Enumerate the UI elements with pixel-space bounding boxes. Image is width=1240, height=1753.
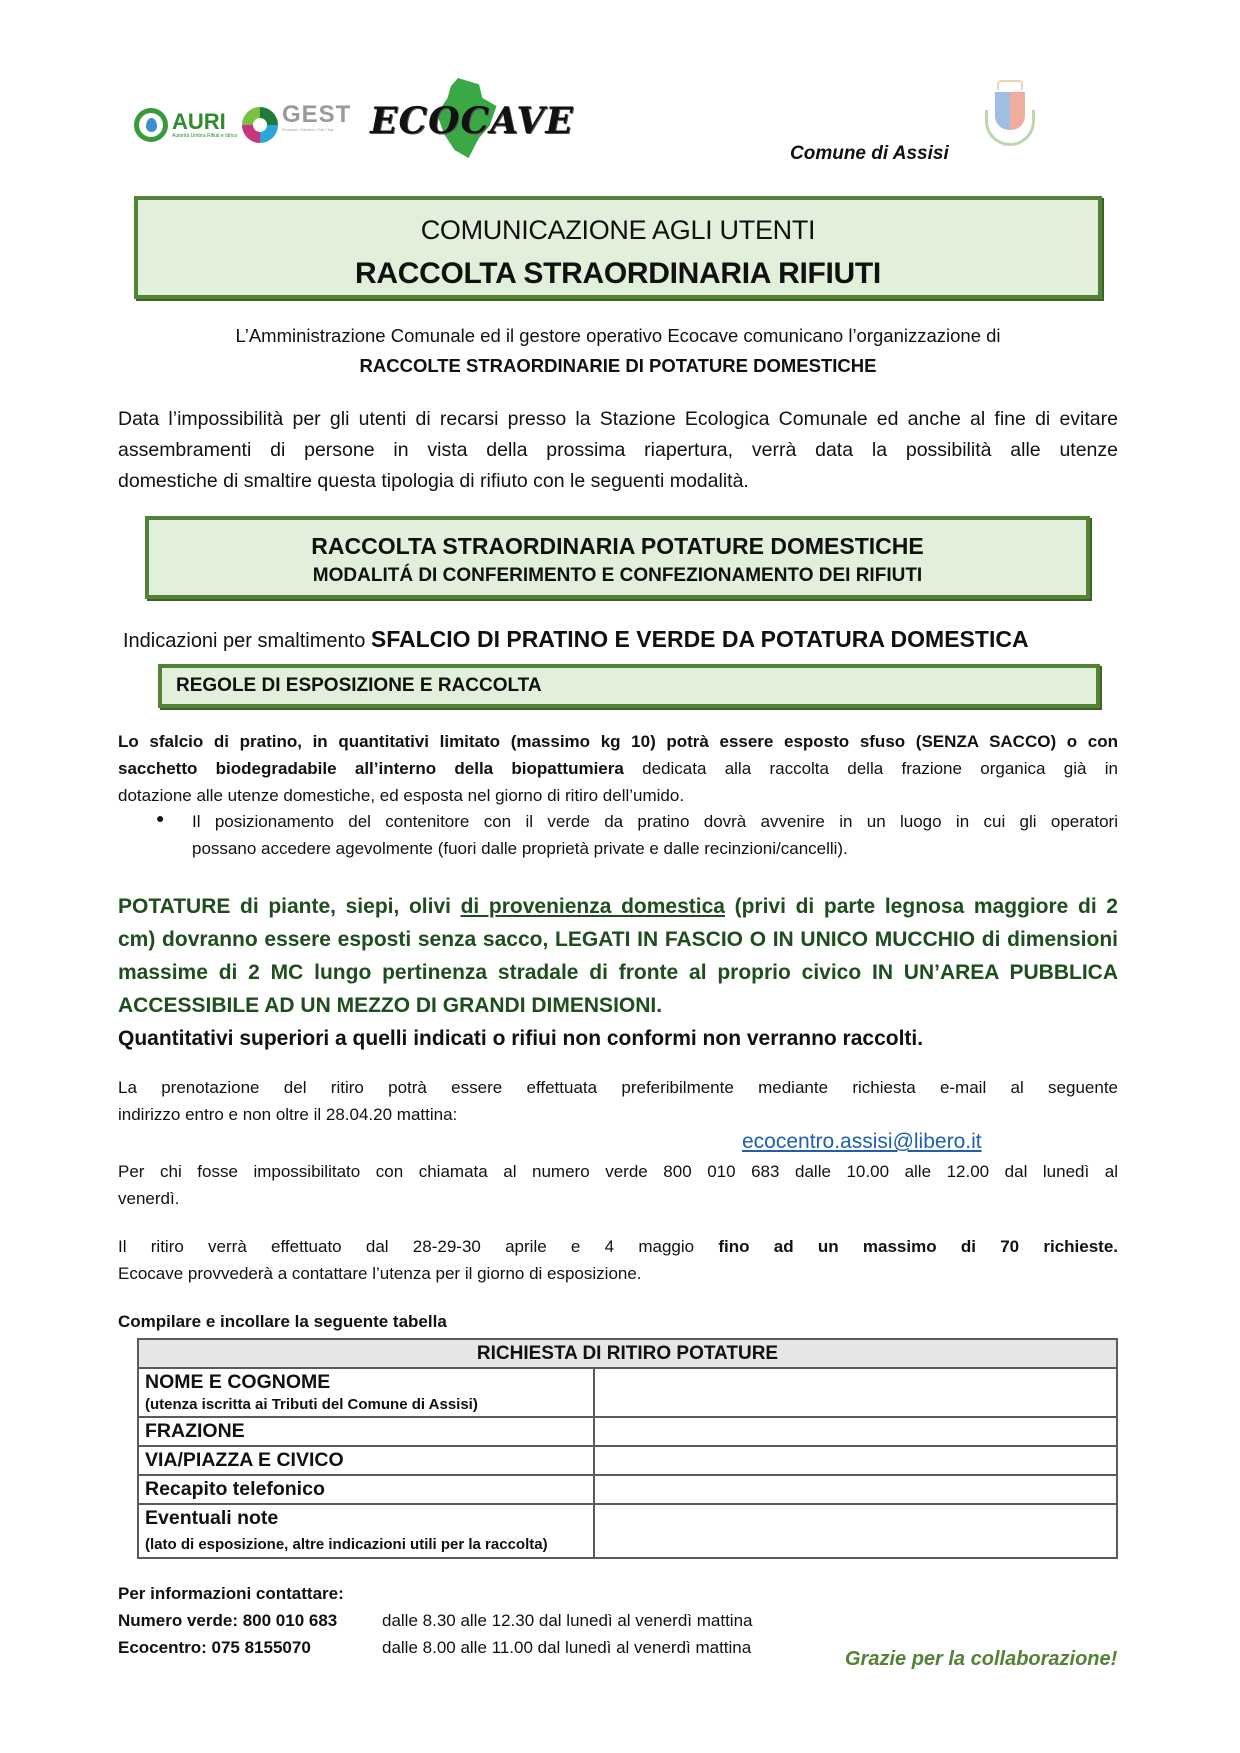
phone-field[interactable] [594,1475,1117,1504]
potature-line: cm) dovranno essere esposti senza sacco, LEGATI IN FASCIO O IN UNICO MUCCHIO di dimensioni [118,928,1118,951]
sfalcio-line: sacchetto biodegradabile all’interno della biopattumiera dedicata alla raccolta della frazione organica già in [118,759,1118,778]
table-row [138,1475,1117,1504]
table-row [138,1417,1117,1446]
section-box [145,516,1090,599]
bullet-text: Il posizionamento del contenitore con il verde da pratino dovrà avvenire in un luogo in cui gli operatori [192,812,1118,831]
section-title: RACCOLTA STRAORDINARIA POTATURE DOMESTICHE [311,533,924,559]
rules-label: REGOLE DI ESPOSIZIONE E RACCOLTA [176,675,542,696]
closing-thanks: Grazie per la collaborazione! [845,1648,1118,1670]
table-row [138,1504,1117,1558]
form-label: Recapito telefonico [138,1475,594,1504]
contacts-heading: Per informazioni contattare: [118,1584,344,1603]
notes-field[interactable] [594,1504,1117,1558]
bullet-text: possano accedere agevolmente (fuori dalle proprietà private e dalle recinzioni/cancelli). [192,839,848,858]
contact-label: Numero verde: 800 010 683 [118,1611,338,1630]
auri-logo: AURI Autorità Umbra Rifiuti e Idrico [134,105,244,145]
contact-label: Ecocentro: 075 8155070 [118,1638,311,1657]
swirl-icon [242,107,278,143]
form-title: RICHIESTA DI RITIRO POTATURE [138,1339,1117,1368]
intro-paragraph-line: domestiche di smaltire questa tipologia di rifiuto con le seguenti modalità. [118,470,749,492]
table-row [138,1446,1117,1475]
warning-line: Quantitativi superiori a quelli indicati o rifiui non conformi non verranno raccolti. [118,1027,924,1050]
address-field[interactable] [594,1446,1117,1475]
municipality-name: Comune di Assisi [790,143,949,164]
phone-line: venerdì. [118,1189,180,1208]
form-label: VIA/PIAZZA E CIVICO [138,1446,594,1475]
disposal-indications: Indicazioni per smaltimento SFALCIO DI PRATINO E VERDE DA POTATURA DOMESTICA [123,626,1029,652]
form-instruction: Compilare e incollare la seguente tabella [118,1312,447,1331]
potature-line: ACCESSIBILE AD UN MEZZO DI GRANDI DIMENSIONI. [118,994,663,1017]
request-form-table [137,1338,1118,1559]
disposal-subject: SFALCIO DI PRATINO E VERDE DA POTATURA DOMESTICA [370,626,1029,652]
sfalcio-line: Lo sfalcio di pratino, in quantitativi limitato (massimo kg 10) potrà essere esposto sfuso (SENZA SACCO) o con [118,732,1118,751]
section-subtitle: MODALITÁ DI CONFERIMENTO E CONFEZIONAMENTO DEI RIFIUTI [312,565,923,586]
name-field[interactable] [594,1368,1117,1417]
booking-line: indirizzo entro e non oltre il 28.04.20 mattina: [118,1105,458,1124]
phone-line: Per chi fosse impossibilitato con chiamata al numero verde 800 010 683 dalle 10.00 alle 12.00 dal lunedì al [118,1162,1118,1181]
potature-line: massime di 2 MC lungo pertinenza stradale di fronte al proprio civico IN UN’AREA PUBBLICA [118,961,1118,984]
municipal-crest-icon [985,80,1035,160]
recycle-drop-icon [134,108,168,142]
contact-hours: dalle 8.00 alle 11.00 dal lunedì al venerdì mattina [382,1638,752,1657]
table-row [138,1368,1117,1417]
rules-box [158,664,1100,708]
intro-line: L’Amministrazione Comunale ed il gestore operativo Ecocave comunicano l’organizzazione di [235,325,1001,346]
intro-heading: RACCOLTE STRAORDINARIE DI POTATURE DOMESTICHE [359,355,877,376]
sfalcio-line: dotazione alle utenze domestiche, ed esposta nel giorno di ritiro dell’umido. [118,786,685,805]
potature-line: POTATURE di piante, siepi, olivi di provenienza domestica (privi di parte legnosa maggiore di 2 [118,895,1118,918]
title-line-2: RACCOLTA STRAORDINARIA RIFIUTI [355,257,881,290]
ecocave-logo: ECOCAVE [360,78,590,158]
title-line-1: COMUNICAZIONE AGLI UTENTI [420,215,816,245]
bullet-icon: ● [156,810,165,826]
booking-line: La prenotazione del ritiro potrà essere effettuata preferibilmente mediante richiesta e-mail al seguente [118,1078,1118,1097]
gest-logo: GEST Ecocave / Gesenu / Sia / Tsa [242,103,352,149]
form-label: NOME E COGNOME (utenza iscritta ai Tributi del Comune di Assisi) [138,1368,594,1417]
schedule-line: Ecocave provvederà a contattare l’utenza per il giorno di esposizione. [118,1264,642,1283]
intro-paragraph-line: Data l’impossibilità per gli utenti di recarsi presso la Stazione Ecologica Comunale ed anche al fine di evitare [118,408,1118,430]
intro-paragraph-line: assembramenti di persone in vista della prossima riapertura, verrà data la possibilità alle utenze [118,439,1118,461]
title-box [134,196,1102,299]
form-label: FRAZIONE [138,1417,594,1446]
contact-hours: dalle 8.30 alle 12.30 dal lunedì al venerdì mattina [382,1611,753,1630]
form-label: Eventuali note (lato di esposizione, altre indicazioni utili per la raccolta) [138,1504,594,1558]
frazione-field[interactable] [594,1417,1117,1446]
schedule-line: Il ritiro verrà effettuato dal 28-29-30 aprile e 4 maggio fino ad un massimo di 70 richieste. [118,1237,1119,1256]
email-link[interactable]: ecocentro.assisi@libero.it [742,1130,982,1153]
